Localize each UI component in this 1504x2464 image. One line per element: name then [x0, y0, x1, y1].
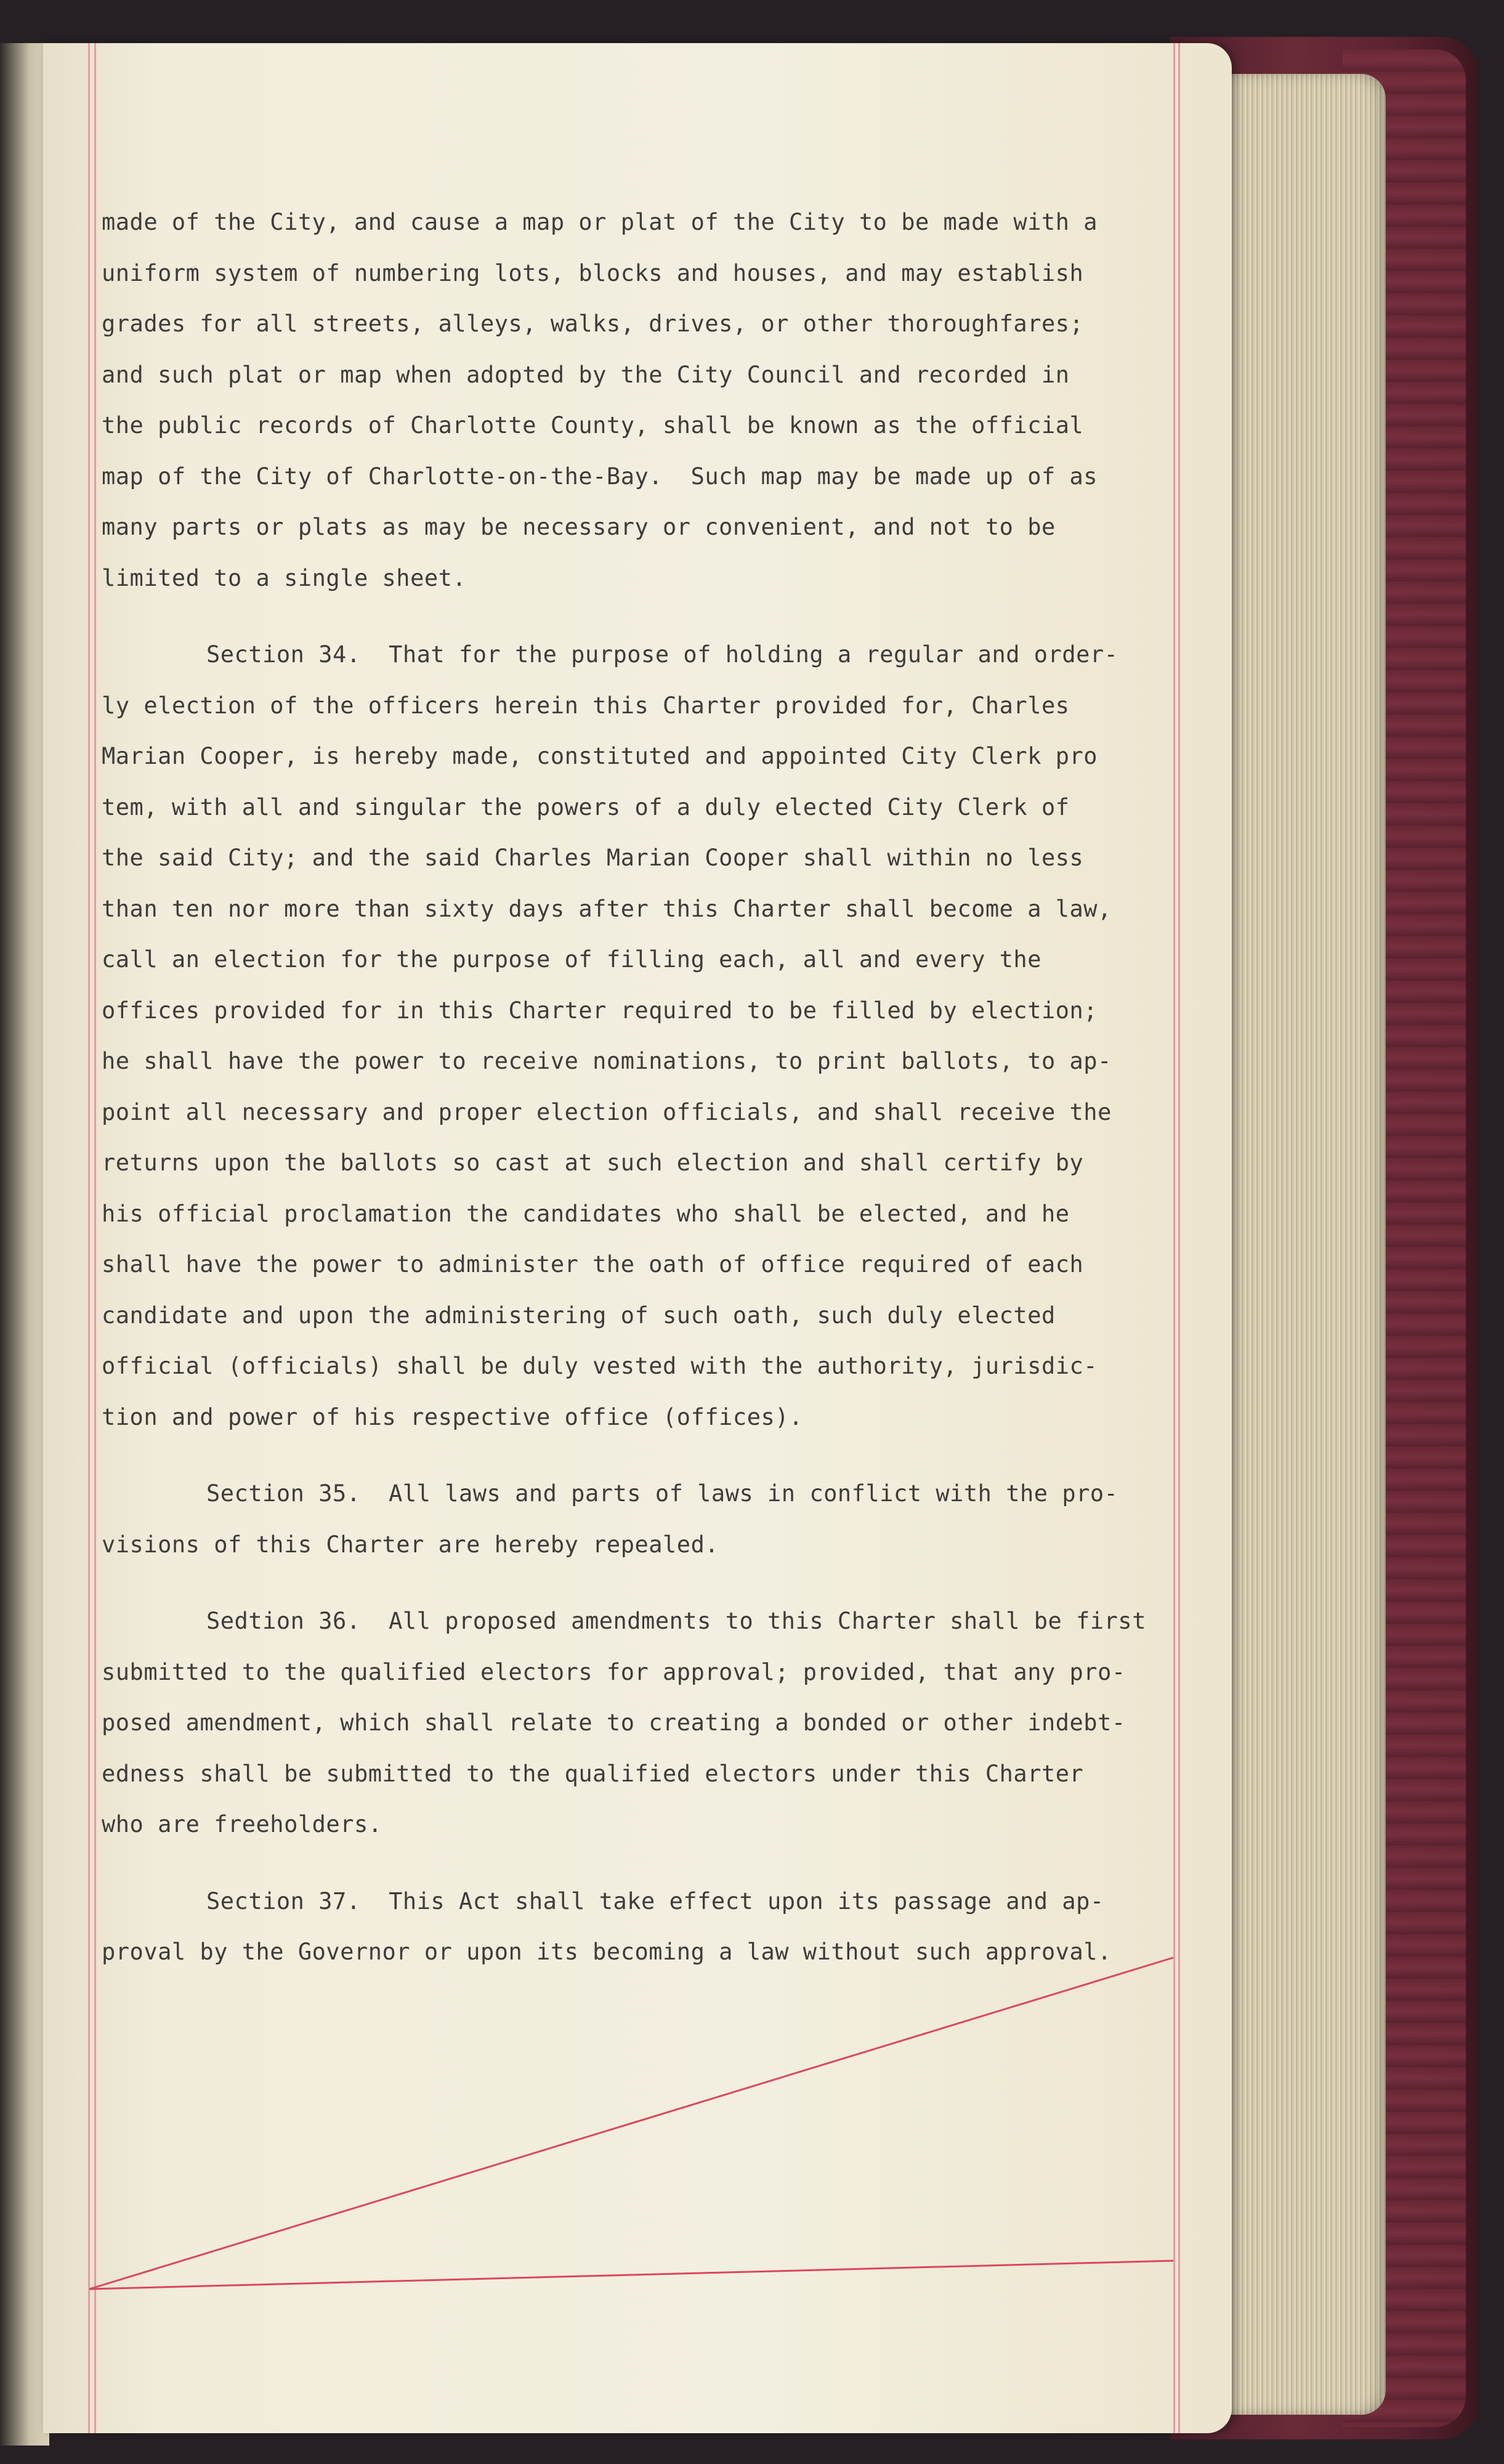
text-line: edness shall be submitted to the qualified electors under this Charter: [102, 1760, 1084, 1787]
text-line: offices provided for in this Charter required to be filled by election;: [102, 997, 1098, 1024]
text-line: shall have the power to administer the oath of office required of each: [102, 1251, 1084, 1278]
text-line: limited to a single sheet.: [102, 564, 467, 591]
text-line: candidate and upon the administering of such oath, such duly elected: [102, 1302, 1056, 1329]
text-line: he shall have the power to receive nominations, to print ballots, to ap-: [102, 1048, 1112, 1074]
text-line: Section 35. All laws and parts of laws in conflict with the pro-: [206, 1480, 1118, 1507]
text-line: Sedtion 36. All proposed amendments to this Charter shall be first: [206, 1608, 1146, 1634]
text-line: his official proclamation the candidates who shall be elected, and he: [102, 1200, 1070, 1227]
text-line: than ten nor more than sixty days after this Charter shall become a law,: [102, 895, 1112, 922]
text-line: Section 37. This Act shall take effect upon its passage and ap-: [206, 1887, 1104, 1915]
text-line: uniform system of numbering lots, blocks and houses, and may establish: [102, 259, 1084, 286]
text-line: Section 34. That for the purpose of holding a regular and order-: [206, 641, 1118, 668]
text-line: tion and power of his respective office (offices).: [102, 1403, 803, 1430]
text-line: and such plat or map when adopted by the City Council and recorded in: [102, 361, 1070, 388]
text-line: who are freeholders.: [102, 1811, 382, 1838]
text-line: tem, with all and singular the powers of a duly elected City Clerk of: [102, 793, 1070, 821]
text-line: made of the City, and cause a map or plat of the City to be made with a: [102, 209, 1098, 235]
text-line: official (officials) shall be duly vested with the authority, jurisdic-: [102, 1353, 1098, 1379]
text-line: call an election for the purpose of filling each, all and every the: [102, 946, 1041, 973]
text-line: map of the City of Charlotte-on-the-Bay. Such map may be made up of as: [102, 463, 1098, 490]
text-line: Marian Cooper, is hereby made, constituted and appointed City Clerk pro: [102, 743, 1098, 769]
text-line: point all necessary and proper election officials, and shall receive the: [102, 1098, 1112, 1125]
text-line: the public records of Charlotte County, shall be known as the official: [102, 412, 1084, 439]
text-line: submitted to the qualified electors for approval; provided, that any pro-: [102, 1658, 1126, 1685]
text-line: many parts or plats as may be necessary or convenient, and not to be: [102, 514, 1056, 540]
text-line: returns upon the ballots so cast at such election and shall certify by: [102, 1149, 1084, 1176]
text-line: posed amendment, which shall relate to creating a bonded or other indebt-: [102, 1709, 1126, 1736]
text-line: the said City; and the said Charles Marian Cooper shall within no less: [102, 845, 1084, 871]
closing-diagonal-rule: [89, 1958, 1173, 2289]
text-line: visions of this Charter are hereby repealed.: [102, 1531, 719, 1558]
closing-horizontal-rule: [89, 2261, 1173, 2289]
text-line: ly election of the officers herein this Charter provided for, Charles: [102, 692, 1070, 719]
text-line: proval by the Governor or upon its becoming a law without such approval.: [102, 1939, 1112, 1965]
text-line: grades for all streets, alleys, walks, drives, or other thoroughfares;: [102, 310, 1084, 337]
